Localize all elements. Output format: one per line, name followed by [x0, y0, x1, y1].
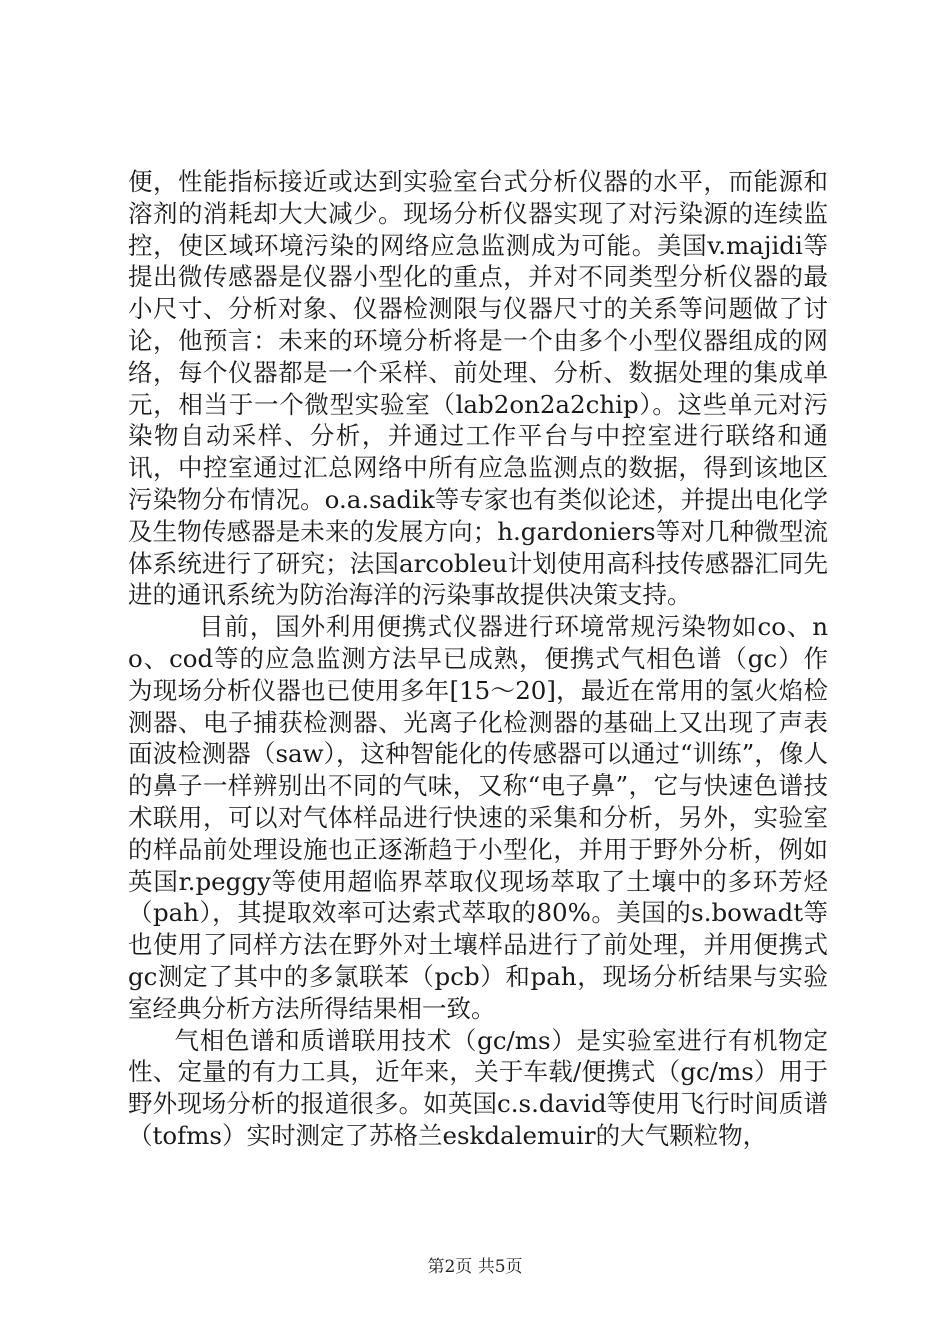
page-number-footer: 第2页 共5页: [427, 1257, 523, 1277]
document-body: [128, 166, 828, 1152]
paragraph-gc-ms: 气相色谱和质谱联用技术（gc/ms）是实验室进行有机物定性、定量的有力工具，近年来，关于车载/便携式（gc/ms）用于野外现场分析的报道很多。如英国c.s.david等使用飞行时间质谱（tofms）实时测定了苏格兰eskdalemuir的大气颗粒物，: [128, 1025, 828, 1150]
paragraph-portable-instruments: 目前，国外利用便携式仪器进行环境常规污染物如co、no、cod等的应急监测方法早已成熟，便携式气相色谱（gc）作为现场分析仪器也已使用多年[15～20]，最近在常用的氢火焰检测器、电子捕获检测器、光离子化检测器的基础上又出现了声表面波检测器（saw），这种智能化的传感器可以通过“训练”，像人的鼻子一样辨别出不同的气味，又称“电子鼻”，它与快速色谱技术联用，可以对气体样品进行快速的采集和分析，另外，实验室的样品前处理设施也正逐渐趋于小型化，并用于野外分析，例如英国r.peggy等使用超临界萃取仪现场萃取了土壤中的多环芳烃（pah），其提取效率可达索式萃取的80%。美国的s.bowadt等也使用了同样方法在野外对土壤样品进行了前处理，并用便携式gc测定了其中的多氯联苯（pcb）和pah，现场分析结果与实验室经典分析方法所得结果相一致。: [128, 612, 828, 1023]
paragraph-continuation: 便，性能指标接近或达到实验室台式分析仪器的水平，而能源和溶剂的消耗却大大减少。现场分析仪器实现了对污染源的连续监控，使区域环境污染的网络应急监测成为可能。美国v.majidi等提出微传感器是仪器小型化的重点，并对不同类型分析仪器的最小尺寸、分析对象、仪器检测限与仪器尺寸的关系等问题做了讨论，他预言：未来的环境分析将是一个由多个小型仪器组成的网络，每个仪器都是一个采样、前处理、分析、数据处理的集成单元，相当于一个微型实验室（lab2on2a2chip）。这些单元对污染物自动采样、分析，并通过工作平台与中控室进行联络和通讯，中控室通过汇总网络中所有应急监测点的数据，得到该地区污染物分布情况。o.a.sadik等专家也有类似论述，并提出电化学及生物传感器是未来的发展方向；h.gardoniers等对几种微型流体系统进行了研究；法国arcobleu计划使用高科技传感器汇同先进的通讯系统为防治海洋的污染事故提供决策支持。: [128, 167, 828, 610]
